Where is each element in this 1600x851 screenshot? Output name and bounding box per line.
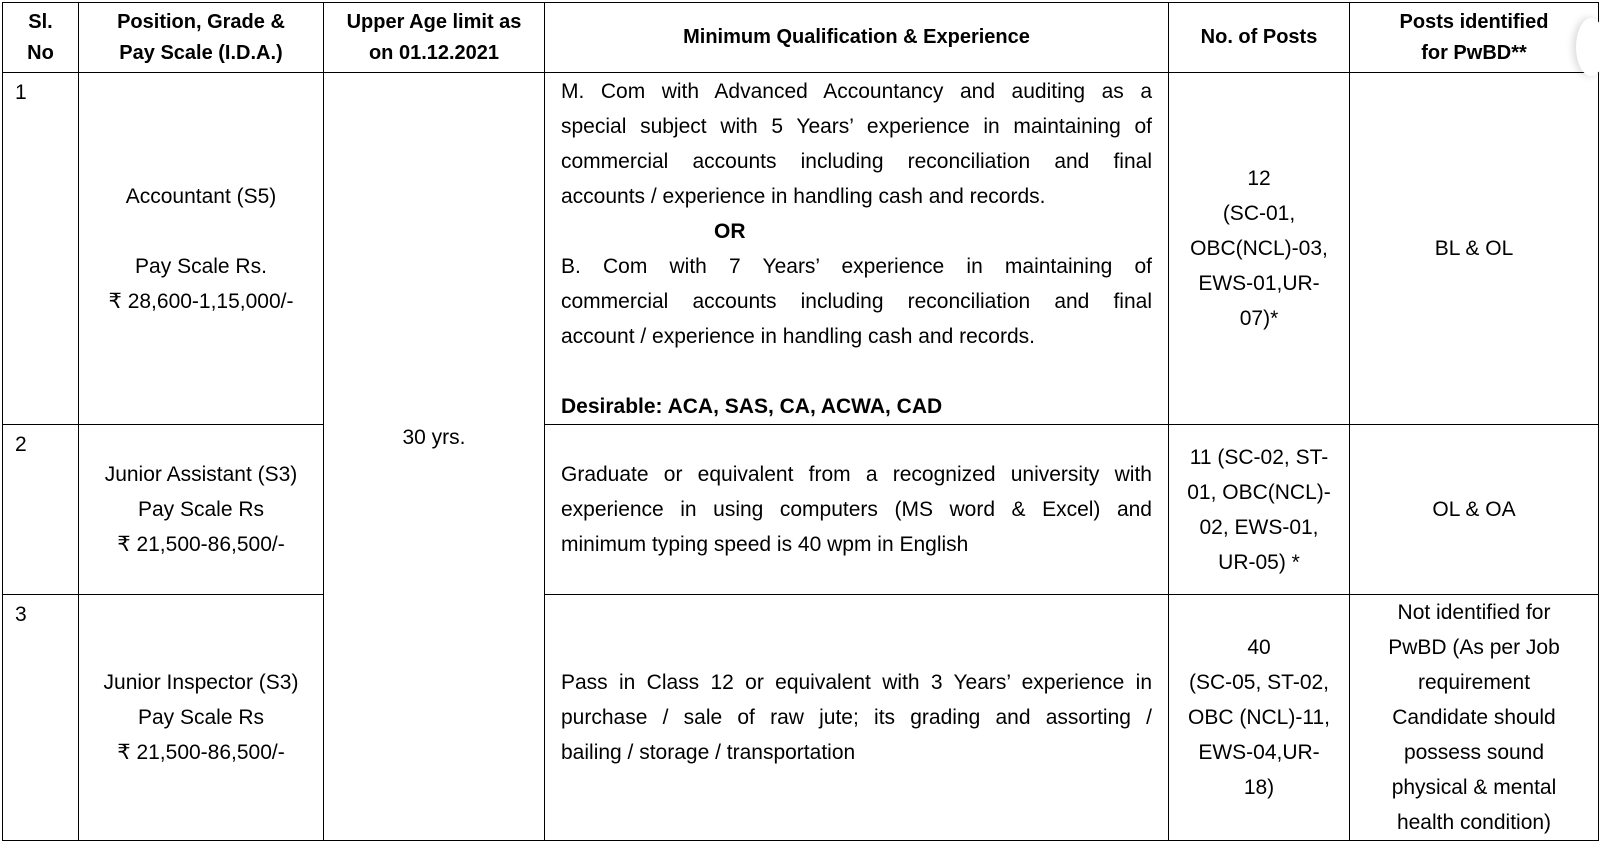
- sl-number: 3: [3, 595, 79, 841]
- qualification-cell: M. Com with Advanced Accountancy and auditing as a special subject with 5 Years’ experience in maintaining of commercial accounts including reconciliation and final accounts / experience in handling cash and records. OR B. Com with 7 Years’ experience in maintaining of commercial accounts including reconciliation and final account / experience in handling cash and records. Desirable: ACA, SAS, CA, ACWA, CAD: [545, 73, 1169, 425]
- sl-number: 1: [3, 73, 79, 425]
- position-cell: [79, 73, 324, 425]
- posts-cell: 12 (SC-01, OBC(NCL)-03, EWS-01,UR- 07)*: [1169, 73, 1350, 425]
- pay-scale-range: ₹ 28,600-1,15,000/-: [108, 289, 294, 313]
- qualification-cell: Graduate or equivalent from a recognized university with experience in using computers (MS word & Excel) and minimum typing speed is 40 wpm in English: [545, 425, 1169, 595]
- header-age-limit: Upper Age limit as on 01.12.2021: [324, 3, 545, 73]
- qualification-cell: Pass in Class 12 or equivalent with 3 Years’ experience in purchase / sale of raw jute; its grading and assorting / bailing / storage / transportation: [545, 595, 1169, 841]
- position-title: Junior Inspector (S3): [103, 671, 299, 694]
- position-title: Junior Assistant (S3): [104, 463, 298, 486]
- desirable-qualification: Desirable: ACA, SAS, CA, ACWA, CAD: [561, 395, 943, 418]
- position-title: Accountant (S5): [125, 184, 277, 208]
- recruitment-table: [2, 2, 1599, 841]
- pay-scale-label: Pay Scale Rs.: [135, 254, 267, 278]
- pay-scale-range: ₹ 21,500-86,500/-: [117, 533, 285, 556]
- or-separator: OR: [714, 220, 746, 243]
- table-row: [3, 73, 1599, 425]
- header-sl: Sl. No: [3, 3, 79, 73]
- age-limit-cell: [324, 73, 545, 841]
- pay-scale-range: ₹ 21,500-86,500/-: [117, 741, 285, 764]
- posts-cell: 11 (SC-02, ST- 01, OBC(NCL)- 02, EWS-01, UR-05) *: [1169, 425, 1350, 595]
- header-position: Position, Grade & Pay Scale (I.D.A.): [79, 3, 324, 73]
- age-limit-value: 30 yrs.: [402, 426, 466, 449]
- posts-cell: 40 (SC-05, ST-02, OBC (NCL)-11, EWS-04,UR- 18): [1169, 595, 1350, 841]
- header-pwbd: Posts identified for PwBD**: [1350, 3, 1599, 73]
- pwbd-cell: OL & OA: [1350, 425, 1599, 595]
- pay-scale-label: Pay Scale Rs: [137, 498, 265, 521]
- sl-number: 2: [3, 425, 79, 595]
- header-qualification: Minimum Qualification & Experience: [545, 3, 1169, 73]
- scroll-edge-shadow: [1576, 18, 1600, 76]
- pwbd-cell: Not identified for PwBD (As per Job requirement Candidate should possess sound physical & mental health condition): [1350, 595, 1599, 841]
- position-cell: [79, 595, 324, 841]
- header-row: [3, 3, 1599, 73]
- pay-scale-label: Pay Scale Rs: [137, 706, 265, 729]
- pwbd-cell: BL & OL: [1350, 73, 1599, 425]
- table-row: [3, 595, 1599, 841]
- header-posts: No. of Posts: [1169, 3, 1350, 73]
- position-cell: [79, 425, 324, 595]
- table-row: [3, 425, 1599, 595]
